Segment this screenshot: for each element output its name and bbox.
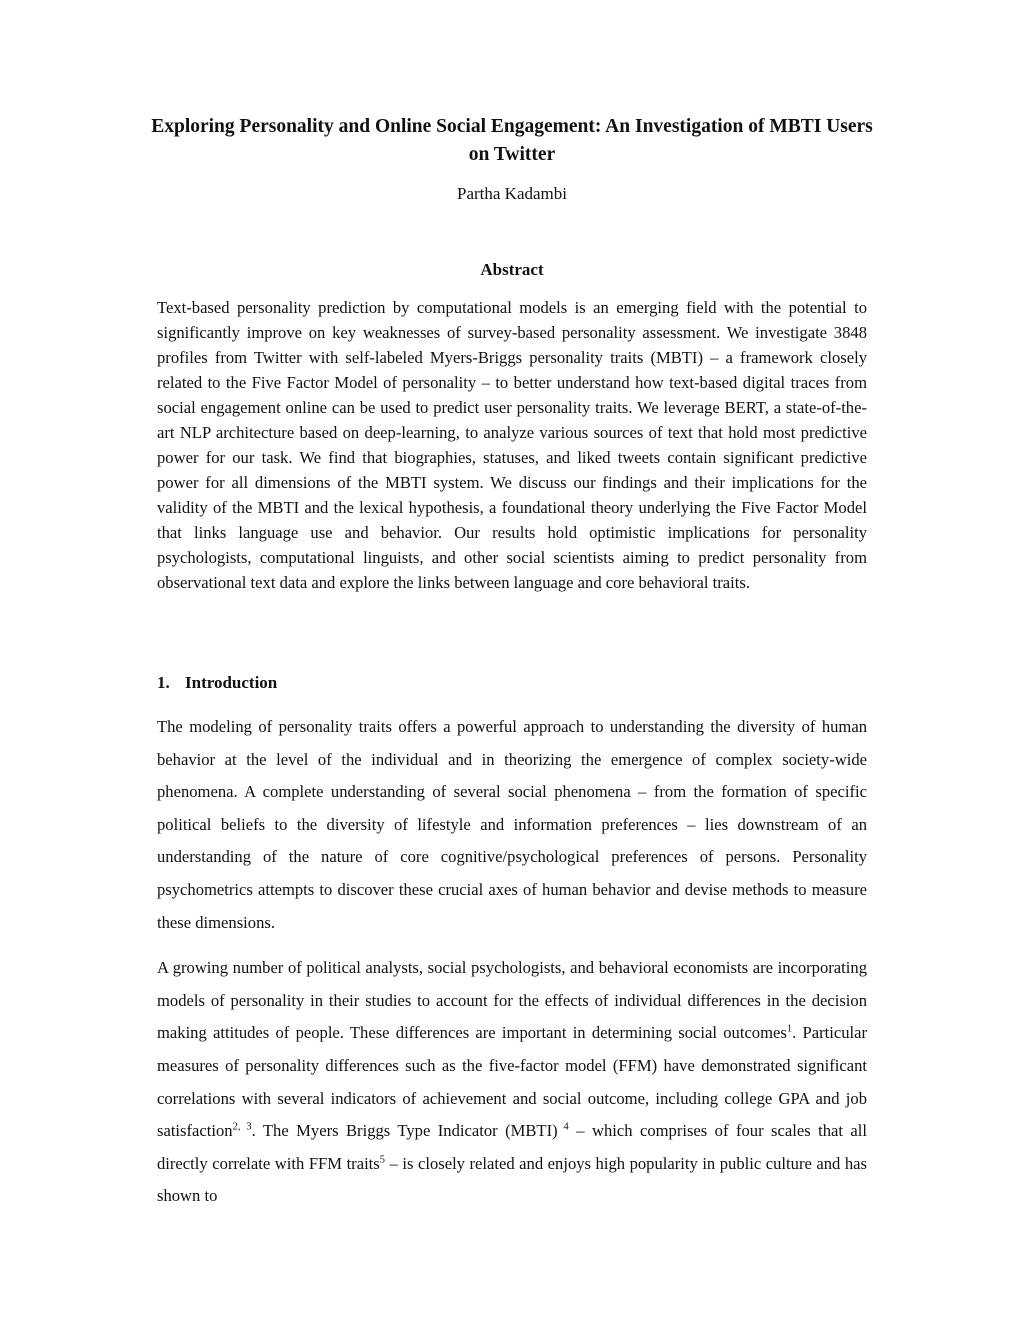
- intro-p2-text-2: . Particular measures of personality differences such as the five-factor model (FFM) have demonstrated significant correlations with several indicators of achievement and social outcome, including college GPA and job satisfaction: [157, 1023, 867, 1141]
- section-number: 1.: [157, 673, 170, 692]
- abstract-heading: Abstract: [480, 260, 544, 279]
- citation-ref-4: 4: [557, 1121, 569, 1133]
- intro-p2-text-4: – which comprises of four scales that all directly correlate with FFM traits: [157, 1121, 867, 1173]
- section-heading-introduction: [157, 671, 277, 695]
- intro-p2-text-1: A growing number of political analysts, social psychologists, and behavioral economists are incorporating models of personality in their studies to account for the effects of individual differences in the decision making attitudes of people. These differences are important in determining social outcomes: [157, 958, 867, 1043]
- intro-paragraph-2: [157, 952, 867, 1213]
- citation-ref-1: 1: [786, 1023, 793, 1035]
- citation-ref-5: 5: [379, 1154, 385, 1166]
- intro-p2-text-3: . The Myers Briggs Type Indicator (MBTI): [251, 1121, 558, 1141]
- intro-paragraph-1: The modeling of personality traits offers a powerful approach to understanding the diversity of human behavior at the level of the individual and in theorizing the emergence of complex society-wide phenomena. A complete understanding of several social phenomena – from the formation of specific political beliefs to the diversity of lifestyle and information preferences – lies downstream of an understanding of the nature of core cognitive/psychological preferences of persons. Personality psychometrics attempts to discover these crucial axes of human behavior and devise methods to measure these dimensions.: [157, 717, 867, 932]
- introduction-body: [157, 711, 867, 1226]
- section-title: Introduction: [185, 673, 278, 692]
- paper-title: Exploring Personality and Online Social Engagement: An Investigation of MBTI Users on Twitter: [151, 116, 873, 165]
- intro-p2-text-5: – is closely related and enjoys high popularity in public culture and has shown to: [157, 1153, 867, 1206]
- abstract-text: Text-based personality prediction by computational models is an emerging field with the potential to significantly improve on key weaknesses of survey-based personality assessment. We investigate 3848 profiles from Twitter with self-labeled Myers-Briggs personality traits (MBTI) – a framework closely related to the Five Factor Model of personality – to better understand how text-based digital traces from social engagement online can be used to predict user personality traits. We leverage BERT, a state-of-the-art NLP architecture based on deep-learning, to analyze various sources of text that hold most predictive power for our task. We find that biographies, statuses, and liked tweets contain significant predictive power for all dimensions of the MBTI system. We discuss our findings and their implications for the validity of the MBTI and the lexical hypothesis, a foundational theory underlying the Five Factor Model that links language use and behavior. Our results hold optimistic implications for personality psychologists, computational linguists, and other social scientists aiming to predict personality from observational text data and explore the links between language and core behavioral traits.: [157, 298, 867, 592]
- author-name: Partha Kadambi: [457, 184, 567, 203]
- citation-ref-2-3: 2, 3: [232, 1121, 252, 1133]
